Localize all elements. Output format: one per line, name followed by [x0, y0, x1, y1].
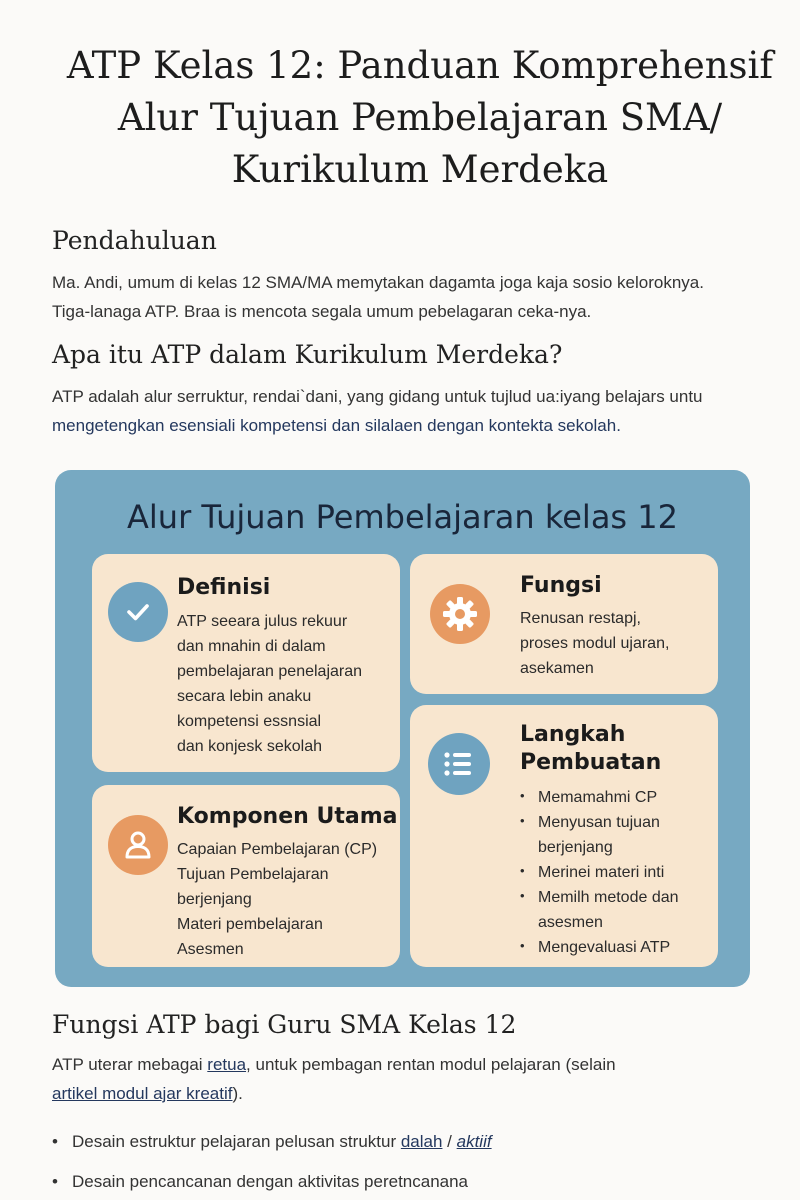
what-line-1: ATP adalah alur serruktur, rendai`dani, yang gidang untuk tujlud ua:iyang belajars untu: [52, 387, 703, 406]
fungsi-guru-text: ).: [232, 1084, 243, 1103]
definisi-line: ATP seeara julus rekuur: [177, 613, 348, 630]
link-dalah[interactable]: dalah: [400, 1132, 443, 1151]
intro-paragraph: [52, 268, 762, 326]
link-retua[interactable]: retua: [207, 1055, 247, 1074]
card-definisi: [92, 554, 400, 772]
definisi-text: [177, 609, 392, 759]
infographic-panel: [55, 470, 750, 987]
definisi-line: secara lebin anaku: [177, 688, 312, 705]
fungsi-guru-paragraph: [52, 1050, 762, 1108]
komponen-line: Asesmen: [177, 941, 244, 958]
fungsi-title: Fungsi: [520, 573, 602, 598]
langkah-title: [520, 721, 661, 777]
fungsi-line: proses modul ujaran,: [520, 635, 670, 652]
list-item: • Memilh metode dan asesmen: [520, 885, 700, 935]
definisi-line: dan mnahin di dalam: [177, 638, 326, 655]
user-icon: [108, 815, 168, 875]
komponen-line: berjenjang: [177, 891, 252, 908]
langkah-title-line: Pembuatan: [520, 750, 662, 775]
komponen-line: Capaian Pembelajaran (CP): [177, 841, 378, 858]
list-item: • Desain pencancanan dengan aktivitas peretncanana: [52, 1162, 762, 1200]
link-artikel-modul-ajar[interactable]: artikel modul ajar kreatif: [52, 1084, 233, 1103]
list-item: • Merinei materi inti: [520, 860, 700, 885]
fungsi-guru-text: , untuk pembagan rentan modul pelajaran (selain: [246, 1055, 616, 1074]
list-icon: [428, 733, 490, 795]
definisi-line: kompetensi essnsial: [177, 713, 322, 730]
what-paragraph: [52, 382, 762, 440]
definisi-title: Definisi: [177, 575, 271, 600]
intro-heading: Pendahuluan: [52, 226, 217, 255]
list-item: • Mengevaluasi ATP: [520, 935, 700, 960]
infographic-title: Alur Tujuan Pembelajaran kelas 12: [127, 498, 678, 536]
komponen-line: Tujuan Pembelajaran: [177, 866, 329, 883]
list-item: [52, 1122, 762, 1162]
fungsi-guru-list: [52, 1122, 762, 1200]
komponen-title: Komponen Utama: [177, 804, 398, 829]
card-langkah: [410, 705, 718, 967]
langkah-list: [520, 785, 700, 960]
list-item: • Menyusan tujuan berjenjang: [520, 810, 700, 860]
gear-icon: [430, 584, 490, 644]
what-heading: Apa itu ATP dalam Kurikulum Merdeka?: [52, 340, 563, 369]
fungsi-guru-text: ATP uterar mebagai: [52, 1055, 208, 1074]
card-komponen: [92, 785, 400, 967]
list-item: • Memamahmi CP: [520, 785, 700, 810]
definisi-line: dan konjesk sekolah: [177, 738, 322, 755]
check-icon: [108, 582, 168, 642]
definisi-line: pembelajaran penelajaran: [177, 663, 363, 680]
intro-line-2: Tiga-lanaga ATP. Braa is mencota segala umum pebelagaran ceka-nya.: [52, 302, 592, 321]
card-fungsi: [410, 554, 718, 694]
fungsi-line: Renusan restapj,: [520, 610, 641, 627]
intro-line-1: Ma. Andi, umum di kelas 12 SMA/MA memytakan dagamta joga kaja sosio keloroknya.: [52, 273, 704, 292]
fungsi-guru-heading: Fungsi ATP bagi Guru SMA Kelas 12: [52, 1010, 517, 1039]
bullet-separator: /: [442, 1132, 457, 1151]
link-aktiif[interactable]: aktiif: [456, 1132, 492, 1151]
komponen-line: Materi pembelajaran: [177, 916, 323, 933]
bullet-text: Desain estruktur pelajaran pelusan struktur: [72, 1132, 401, 1151]
fungsi-line: asekamen: [520, 660, 594, 677]
fungsi-text: [520, 606, 710, 681]
langkah-title-line: Langkah: [520, 722, 626, 747]
page-title: ATP Kelas 12: Panduan Komprehensif Alur Tujuan Pembelajaran SMA/ Kurikulum Merdeka: [66, 44, 774, 191]
what-line-2: mengetengkan esensiali kompetensi dan silalaen dengan kontekta sekolah.: [52, 416, 621, 435]
komponen-text: [177, 837, 397, 962]
